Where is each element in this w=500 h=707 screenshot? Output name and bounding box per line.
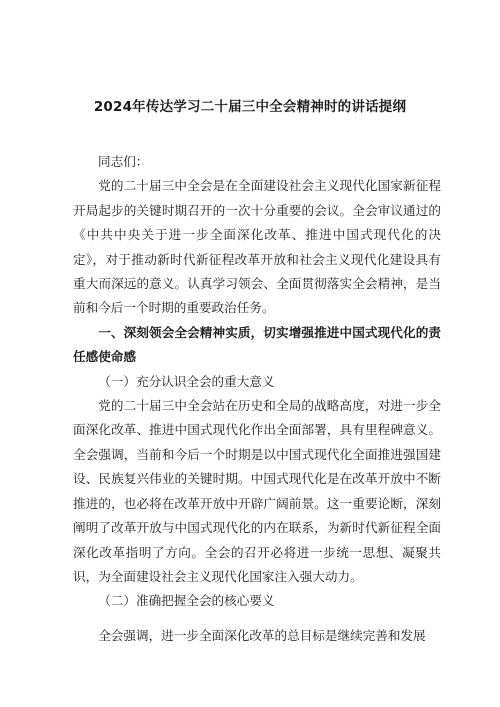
subsection-heading-2: （二）准确把握全会的核心要义 — [98, 593, 275, 609]
intro-paragraph: 党的二十届三中全会是在全面建设社会主义现代化国家新征程开局起步的关键时期召开的一次十分重要的会议。全会审议通过的《中共中央关于进一步全面深化改革、推进中国式现代化的决定》，对于推动新时代新征程改革开放和社会主义现代化建设具有重大而深远的意义。认真学习领会、全面贯彻落实全会精神，是当前和今后一个时期的重要政治任务。 — [73, 178, 441, 316]
subsection-body-2: 全会强调，进一步全面深化改革的总目标是继续完善和发展 — [98, 627, 426, 643]
subsection-heading-1: （一）充分认识全会的重大意义 — [98, 373, 275, 389]
paragraph-gap — [73, 614, 441, 624]
subsection-body-1: 党的二十届三中全会站在历史和全局的战略高度，对进一步全面深化改革、推进中国式现代化作出全面部署，具有里程碑意义。全会强调，当前和今后一个时期是以中国式现代化全面推进强国建设、民族复兴伟业的关键时期。中国式现代化是在改革开放中不断推进的，也必将在改革开放中开辟广阔前景。这一重要论断，深刻阐明了改革开放与中国式现代化的内在联系，为新时代新征程全面深化改革指明了方向。全会的召开必将进一步统一思想、凝聚共识，为全面建设社会主义现代化国家注入强大动力。 — [73, 398, 441, 584]
section-heading-1: 一、深刻领会全会精神实质，切实增强推进中国式现代化的责任感使命感 — [73, 324, 441, 365]
salutation: 同志们： — [98, 154, 149, 169]
document-body — [73, 150, 441, 648]
document-title: 2024年传达学习二十届三中全会精神时的讲话提纲 — [93, 99, 407, 115]
